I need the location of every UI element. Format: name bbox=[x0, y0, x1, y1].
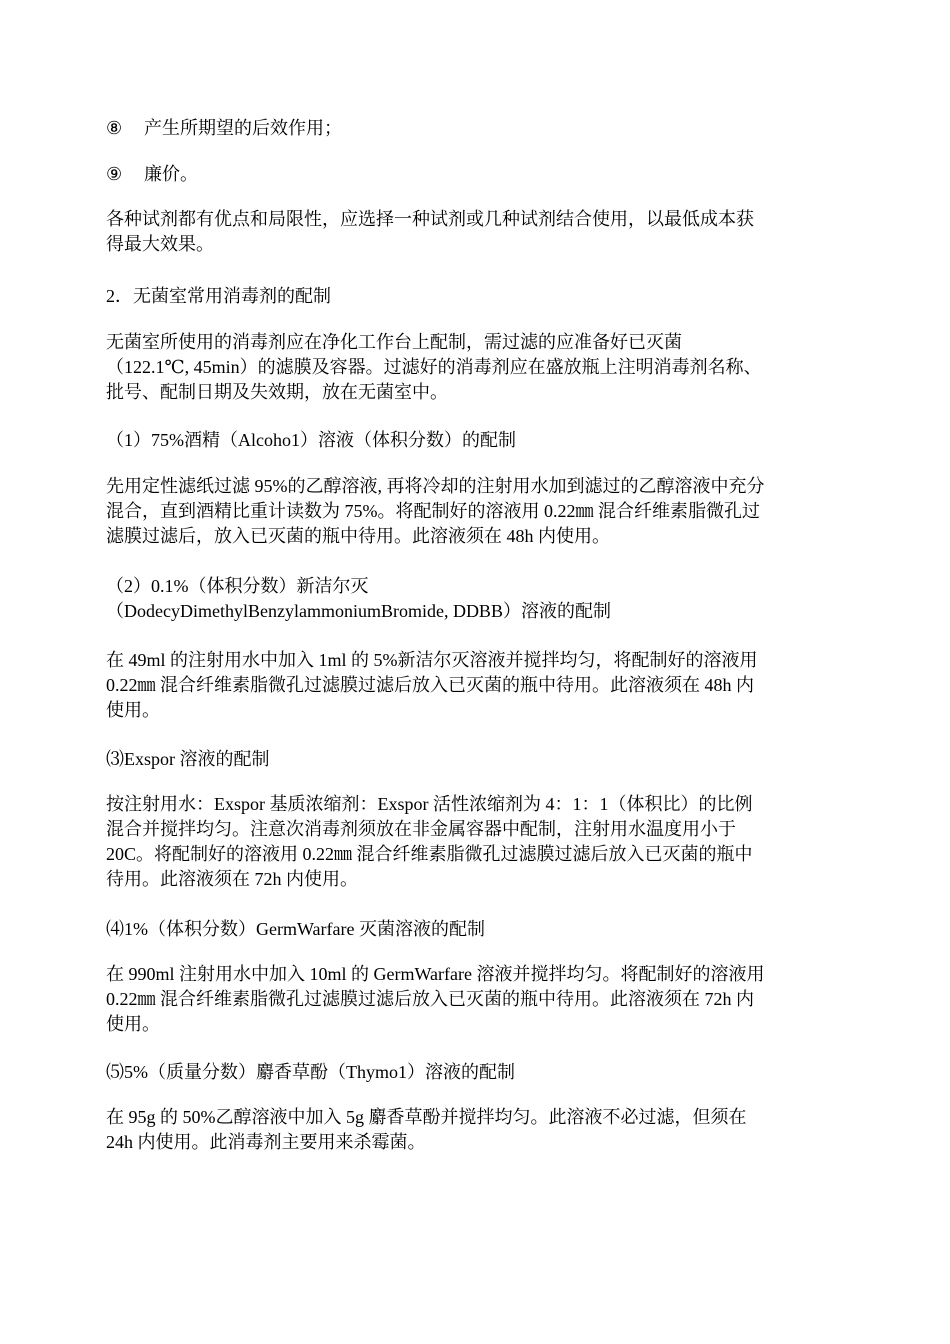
list-item-8 bbox=[106, 116, 858, 141]
list-item-text: 廉价。 bbox=[144, 164, 198, 184]
paragraph-line: 待用。此溶液须在 72h 内使用。 bbox=[106, 869, 358, 889]
item-5-heading: ⑸5%（质量分数）麝香草酚（Thymo1）溶液的配制 bbox=[106, 1062, 515, 1082]
list-marker: ⑧ bbox=[106, 118, 123, 138]
item-1-paragraph bbox=[106, 474, 858, 549]
item-2-heading bbox=[106, 574, 858, 624]
paragraph-line: 无菌室所使用的消毒剂应在净化工作台上配制，需过滤的应准备好已灭菌 bbox=[106, 332, 682, 352]
paragraph-line: 0.22㎜ 混合纤维素脂微孔过滤膜过滤后放入已灭菌的瓶中待用。此溶液须在 72h 内 bbox=[106, 989, 754, 1009]
section-2-paragraph bbox=[106, 330, 858, 405]
paragraph-line: 混合，直到酒精比重计读数为 75%。将配制好的溶液用 0.22㎜ 混合纤维素脂微孔过 bbox=[106, 501, 760, 521]
item-2-paragraph bbox=[106, 648, 858, 723]
paragraph-line: 在 990ml 注射用水中加入 10ml 的 GermWarfare 溶液并搅拌均匀。将配制好的溶液用 bbox=[106, 964, 765, 984]
paragraph-line: 先用定性滤纸过滤 95%的乙醇溶液, 再将冷却的注射用水加到滤过的乙醇溶液中充分 bbox=[106, 476, 765, 496]
paragraph-line: （122.1℃, 45min）的滤膜及容器。过滤好的消毒剂应在盛放瓶上注明消毒剂名称、 bbox=[106, 357, 762, 377]
paragraph-line: 混合并搅拌均匀。注意次消毒剂须放在非金属容器中配制，注射用水温度用小于 bbox=[106, 819, 736, 839]
item-1-heading: （1）75%酒精（Alcoho1）溶液（体积分数）的配制 bbox=[106, 430, 516, 450]
paragraph-line: 24h 内使用。此消毒剂主要用来杀霉菌。 bbox=[106, 1132, 426, 1152]
paragraph-line: 在 49ml 的注射用水中加入 1ml 的 5%新洁尔灭溶液并搅拌均匀，将配制好的溶液用 bbox=[106, 650, 758, 670]
item-3-paragraph bbox=[106, 792, 858, 892]
paragraph-line: 使用。 bbox=[106, 700, 160, 720]
summary-paragraph bbox=[106, 207, 858, 257]
heading-line: （2）0.1%（体积分数）新洁尔灭 bbox=[106, 576, 369, 596]
paragraph-line: 按注射用水：Exspor 基质浓缩剂：Exspor 活性浓缩剂为 4：1：1（体积比）的比例 bbox=[106, 794, 753, 814]
item-3-heading: ⑶Exspor 溶液的配制 bbox=[106, 749, 270, 769]
paragraph-line: 滤膜过滤后，放入已灭菌的瓶中待用。此溶液须在 48h 内使用。 bbox=[106, 526, 610, 546]
paragraph-line: 各种试剂都有优点和局限性，应选择一种试剂或几种试剂结合使用，以最低成本获 bbox=[106, 209, 754, 229]
item-4-paragraph bbox=[106, 962, 858, 1037]
list-marker: ⑨ bbox=[106, 164, 123, 184]
item-4-heading: ⑷1%（体积分数）GermWarfare 灭菌溶液的配制 bbox=[106, 919, 485, 939]
paragraph-line: 0.22㎜ 混合纤维素脂微孔过滤膜过滤后放入已灭菌的瓶中待用。此溶液须在 48h 内 bbox=[106, 675, 754, 695]
list-item-text: 产生所期望的后效作用； bbox=[144, 118, 342, 138]
paragraph-line: 批号、配制日期及失效期，放在无菌室中。 bbox=[106, 382, 448, 402]
paragraph-line: 在 95g 的 50%乙醇溶液中加入 5g 麝香草酚并搅拌均匀。此溶液不必过滤，但须在 bbox=[106, 1107, 747, 1127]
paragraph-line: 20C。将配制好的溶液用 0.22㎜ 混合纤维素脂微孔过滤膜过滤后放入已灭菌的瓶中 bbox=[106, 844, 753, 864]
heading-line: （DodecyDimethylBenzylammoniumBromide, DDBB）溶液的配制 bbox=[106, 601, 611, 621]
paragraph-line: 使用。 bbox=[106, 1014, 160, 1034]
list-item-9 bbox=[106, 162, 858, 187]
section-2-heading: 2．无菌室常用消毒剂的配制 bbox=[106, 286, 331, 306]
paragraph-line: 得最大效果。 bbox=[106, 234, 214, 254]
item-5-paragraph bbox=[106, 1105, 858, 1155]
